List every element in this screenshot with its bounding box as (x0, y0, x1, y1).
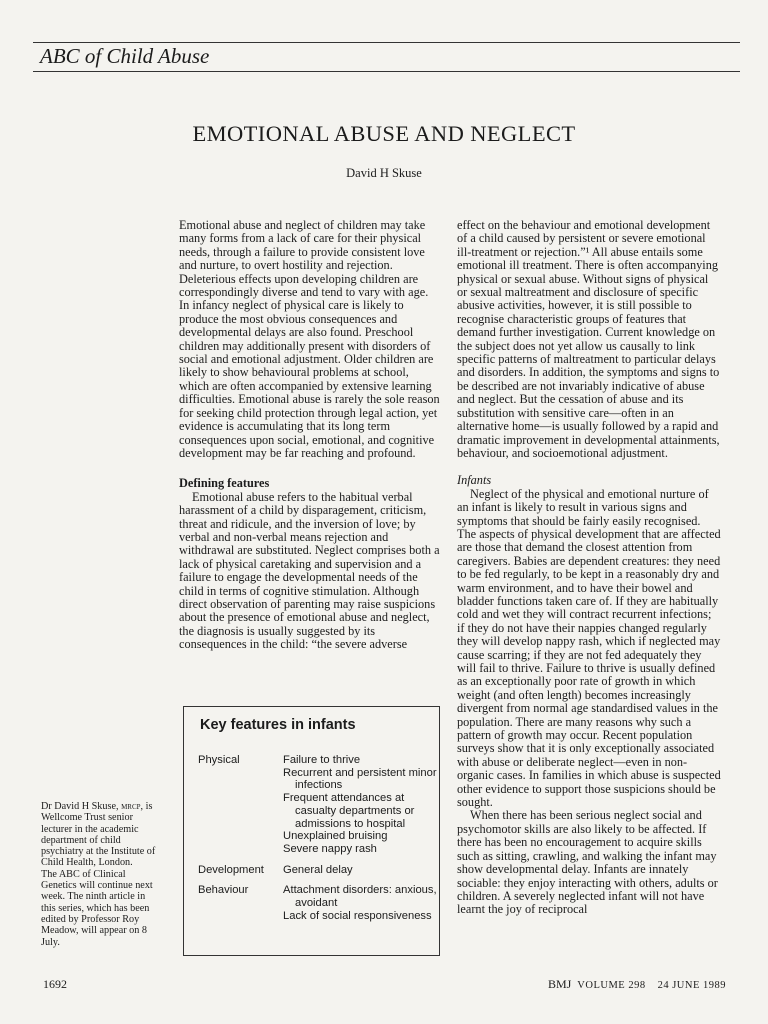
intro-paragraph: Emotional abuse and neglect of children may take many forms from a lack of care for their physical needs, through a failure to provide consistent love and nurture, to overt hostility and rejection. Deleterious effects upon developing children are correspondingly diverse and tend to vary with age. In infancy neglect of physical care is likely to produce the most obvious consequences and developmental delays are also found. Preschool children may additionally present with disorders of social and emotional adjustment. Older children are likely to show behavioural problems at school, which are often accompanied by extensive learning difficulties. Emotional abuse is rarely the sole reason for seeking child protection through legal action, yet evidence is accumulating that its long term consequences upon social, emotional, and cognitive development may be far reaching and profound. (179, 218, 440, 460)
left-column (179, 219, 441, 652)
key-features-table (198, 754, 439, 922)
feature-item: Failure to thrive (283, 754, 361, 766)
journal-name: BMJ (547, 977, 572, 991)
page-number: 1692 (43, 977, 67, 991)
continuation-paragraph: effect on the behaviour and emotional development of a child caused by persistent or severe emotional ill-treatment or rejection.”¹ All abuse entails some emotional ill treatment. There is often accompanying physical or sexual abuse. Without signs of physical or sexual maltreatment and disclosure of specific abusive activities, however, it is still possible to recognise characteristic groups of features that demand further investigation. Current knowledge on the subject does not yet allow us causally to link specific patterns of maltreatment to particular delays and disorders. In addition, the symptoms and signs to be described are not invariably indicative of abuse and neglect. But the cessation of abuse and its substitution with sensitive care—often in an alternative home—is usually followed by a rapid and dramatic improvement in developmental attainments, behaviour, and socioemotional adjustment. (457, 218, 720, 460)
author-credential: mrcp (121, 801, 141, 812)
key-features-row (198, 754, 439, 856)
category-label: Physical (198, 754, 240, 766)
author-bio (41, 801, 159, 869)
header-rule-top (33, 42, 740, 43)
feature-item: Recurrent and persistent minor infections (283, 766, 437, 792)
category-label: Development (198, 863, 264, 876)
defining-features-paragraph: Emotional abuse refers to the habitual verbal harassment of a child by disparagement, criticism, threat and ridicule, and the inversion of love; by verbal and non-verbal means rejection and withdrawal are substituted. Neglect comprises both a lack of physical caretaking and supervision and a failure to engage the developmental needs of the child in terms of cognitive stimulation. Although direct observation of parenting may raise suspicions about the presence of emotional abuse and neglect, the diagnosis is usually suggested by its consequences in the child: “the severe adverse (179, 489, 440, 652)
article-title: EMOTIONAL ABUSE AND NEGLECT (192, 121, 576, 146)
infants-paragraph-1: Neglect of the physical and emotional nurture of an infant is likely to result in various signs and symptoms that should be fairly easily recognised. The aspects of physical development that are affected are those that demand the closest attention from caregivers. Babies are dependent creatures: they need to be fed regularly, to be kept in a reasonably dry and warm environment, and to have their bowel and bladder functions taken care of. If they are habitually cold and wet they will contract recurrent infections; if they do not have their nappies changed regularly they will develop nappy rash, which if neglected may cause scarring; if they are not fed adequately they will fail to thrive. Failure to thrive is usually defined as an exceptionally poor rate of growth in which weight (and often length) becomes increasingly divergent from normal age standardised values in the population. There are many reasons why such a pattern of growth may occur. Recent population surveys show that it is only exceptionally associated with abuse or deliberate neglect—even in non-organic cases. In families in which abuse is suspected other evidence to support those suspicions should be sought. (457, 486, 721, 810)
author-name: Dr David H Skuse, (41, 801, 119, 812)
key-features-title: Key features in infants (200, 717, 356, 733)
journal-date: 24 JUNE 1989 (657, 980, 726, 991)
series-note: The ABC of Clinical Genetics will continue next week. The ninth article in this series, which has been edited by Professor Roy Meadow, will appear on 8 July. (41, 868, 153, 948)
category-items (283, 856, 439, 877)
right-column (457, 219, 721, 917)
header-rule-bottom (33, 71, 740, 72)
category-items (283, 876, 439, 922)
journal-info (548, 977, 726, 992)
article-author: David H Skuse (346, 166, 422, 180)
infants-heading: Infants (457, 473, 492, 488)
feature-item: Unexplained bruising (283, 830, 388, 843)
feature-item: General delay (283, 863, 353, 876)
key-features-row (198, 856, 439, 877)
author-sidenote (41, 801, 159, 948)
key-features-row (198, 876, 439, 922)
author-bio-text: , is Wellcome Trust senior lecturer in the academic department of child psychiatry at the Institute of Child Health, London. (41, 801, 156, 869)
key-features-box (183, 706, 440, 956)
category-items (283, 754, 439, 856)
feature-item: Lack of social responsiveness (283, 909, 432, 922)
defining-features-heading: Defining features (179, 476, 270, 491)
feature-item: Severe nappy rash (283, 842, 377, 855)
feature-item: Attachment disorders: anxious, avoidant (283, 884, 437, 910)
series-title: ABC of Child Abuse (40, 44, 210, 68)
category-label: Behaviour (198, 884, 249, 897)
feature-item: Frequent attendances at casualty departments or admissions to hospital (283, 792, 415, 830)
journal-volume: VOLUME 298 (577, 980, 646, 991)
infants-paragraph-2: When there has been serious neglect social and psychomotor skills are also likely to be affected. If there has been no encouragement to acquire skills such as sitting, crawling, and walking the infant may show developmental delay. Infants are innately sociable: they enjoy interacting with others, adults or children. A severely neglected infant will not have learnt the joy of reciprocal (457, 808, 718, 917)
